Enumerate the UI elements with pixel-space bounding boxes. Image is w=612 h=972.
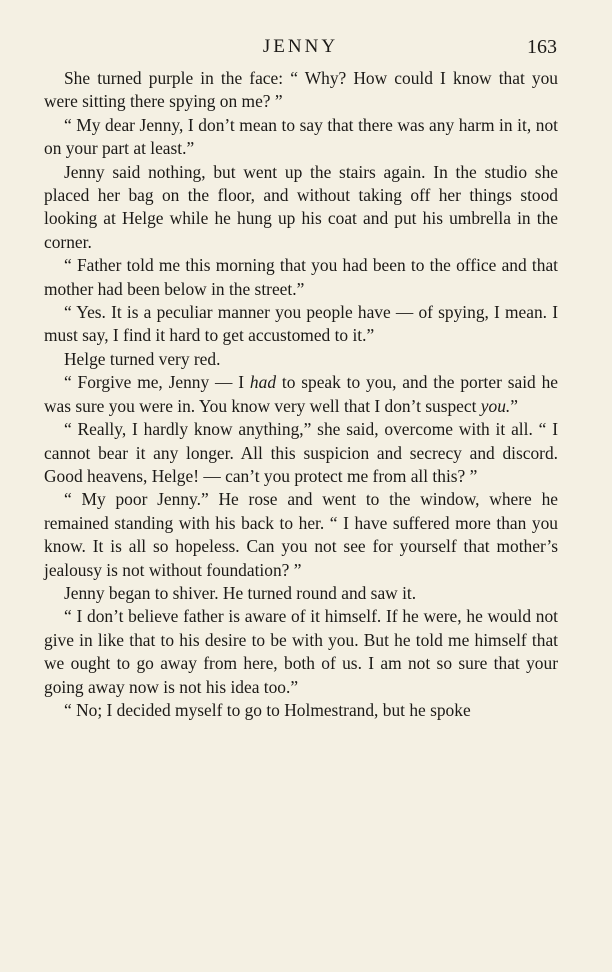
text-span: “ Forgive me, Jenny — I: [64, 372, 250, 393]
text-span: ”: [510, 395, 518, 416]
paragraph: “ My poor Jenny.” He rose and went to the window, where he remained standing with his back to her. “ I have suffered more than you know. It is all so hopeless. Can you not see for yourself that mother’s jealousy is not without foundation? ”: [44, 489, 558, 580]
page-header: [44, 36, 557, 64]
paragraph: “ I don’t believe father is aware of it himself. If he were, he would not give in like that to his desire to be with you. But he told me himself that we ought to go away from here, both of us. I am not so sure that your going away now is not his idea too.”: [44, 606, 558, 697]
paragraph: “ My dear Jenny, I don’t mean to say that there was any harm in it, not on your part at least.”: [44, 114, 558, 159]
paragraph: “ No; I decided myself to go to Holmestrand, but he spoke: [64, 699, 471, 720]
paragraph: “ Father told me this morning that you had been to the office and that mother had been below in the street.”: [44, 255, 558, 299]
paragraph: Jenny said nothing, but went up the stairs again. In the studio she placed her bag on the floor, and without taking off her things stood looking at Helge while he hung up his coat and put his umbrella in the corner.: [44, 161, 558, 252]
paragraph: [44, 371, 558, 418]
italic-text: you.: [480, 395, 511, 416]
running-head: JENNY: [262, 36, 339, 57]
paragraph: Helge turned very red.: [64, 348, 221, 369]
paragraph: She turned purple in the face: “ Why? How could I know that you were sitting there spying on me? ”: [44, 68, 558, 112]
paragraph: “ Really, I hardly know anything,” she said, overcome with it all. “ I cannot bear it any longer. All this suspicion and secrecy and discord. Good heavens, Helge! — can’t you protect me from all this? ”: [44, 419, 558, 486]
italic-text: had: [249, 372, 277, 393]
body-text: [44, 67, 558, 722]
page-number: 163: [527, 36, 557, 58]
text-span: to speak to you, and the porter said he was sure you were in. You know very well that I don’t suspect: [44, 372, 558, 416]
paragraph: Jenny began to shiver. He turned round and saw it.: [64, 582, 417, 603]
paragraph: “ Yes. It is a peculiar manner you people have — of spying, I mean. I must say, I find it hard to get accustomed to it.”: [44, 302, 558, 346]
